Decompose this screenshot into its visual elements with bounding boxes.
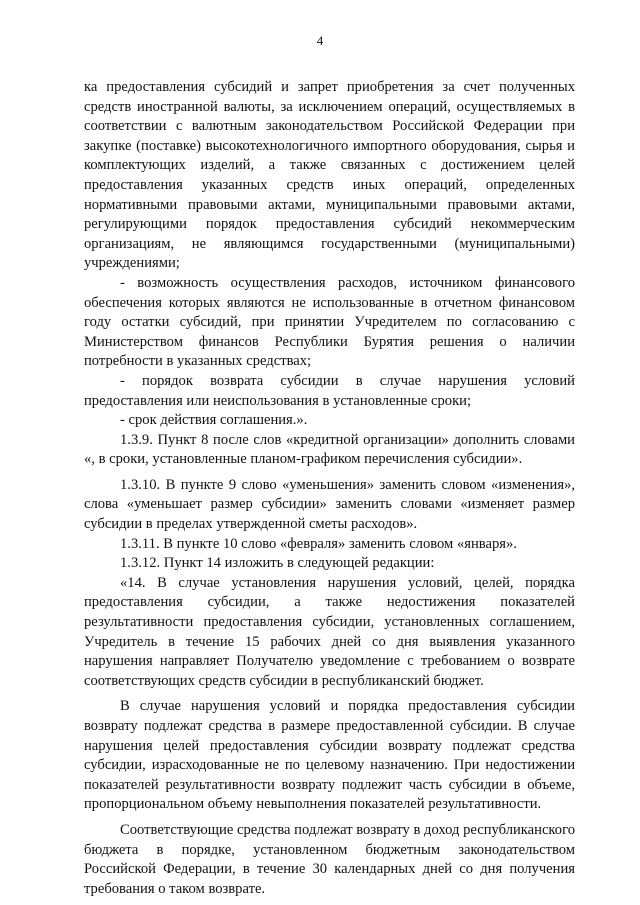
paragraph-budget-return: Соответствующие средства подлежат возврату в доход республиканского бюджета в порядке, установленном бюджетным законодательством Российской Федерации, в течение 30 календарных дней со дня получения требования о таком возврате. <box>84 821 575 897</box>
paragraph-point-14: «14. В случае установления нарушения условий, целей, порядка предоставления субсидии, а также недостижения показателей результативности предоставления субсидии, установленных соглашением, Учредитель в течение 15 рабочих дней со дня выявления указанного нарушения направляет Получателю уведомление с требованием о возврате соответствующих средств субсидии в республиканский бюджет. <box>84 574 575 689</box>
paragraph-1-3-12: 1.3.12. Пункт 14 изложить в следующей редакции: <box>120 555 435 572</box>
paragraph-1-3-11: 1.3.11. В пункте 10 слово «февраля» заменить словом «января». <box>120 535 517 552</box>
paragraph-bullet-term: - срок действия соглашения.». <box>120 412 308 429</box>
page-number: 4 <box>316 33 324 48</box>
paragraph-continuation: ка предоставления субсидий и запрет приобретения за счет полученных средств иностранной валюты, за исключением операций, осуществляемых в соответствии с валютным законодательством Российской Федерации при закупке (поставке) высокотехнологичного импортного оборудования, сырья и комплектующих изделий, а также связанных с достижением целей предоставления указанных средств иных операций, определенных нормативными правовыми актами, муниципальными правовыми актами, регулирующими порядок предоставления субсидий некоммерческим организациям, не являющимся государственными (муниципальными) учреждениями; <box>84 79 575 272</box>
paragraph-bullet-refund-order: - порядок возврата субсидии в случае нарушения условий предоставления или неиспользования в установленные сроки; <box>84 372 575 409</box>
paragraph-bullet-expenses: - возможность осуществления расходов, источником финансового обеспечения которых являются не использованные в отчетном финансовом году остатки субсидий, при принятии Учредителем по согласованию с Министерством финансов Республики Бурятия решения о наличии потребности в указанных средствах; <box>84 274 575 370</box>
paragraph-1-3-9: 1.3.9. Пункт 8 после слов «кредитной организации» дополнить словами «, в сроки, установленные планом-графиком перечисления субсидии». <box>84 431 575 468</box>
paragraph-1-3-10: 1.3.10. В пункте 9 слово «уменьшения» заменить словом «изменения», слова «уменьшает размер субсидии» заменить словами «изменяет размер субсидии в пределах утвержденной сметы расходов». <box>84 476 575 533</box>
document-body <box>84 78 575 899</box>
paragraph-violation-refund: В случае нарушения условий и порядка предоставления субсидии возврату подлежат средства в размере предоставленной субсидии. В случае нарушения целей предоставления субсидии возврату подлежат средства субсидии, израсходованные не по целевому назначению. При недостижении показателей результативности возврату подлежит часть субсидии в объеме, пропорциональном объему невыполнения показателей результативности. <box>84 698 575 813</box>
